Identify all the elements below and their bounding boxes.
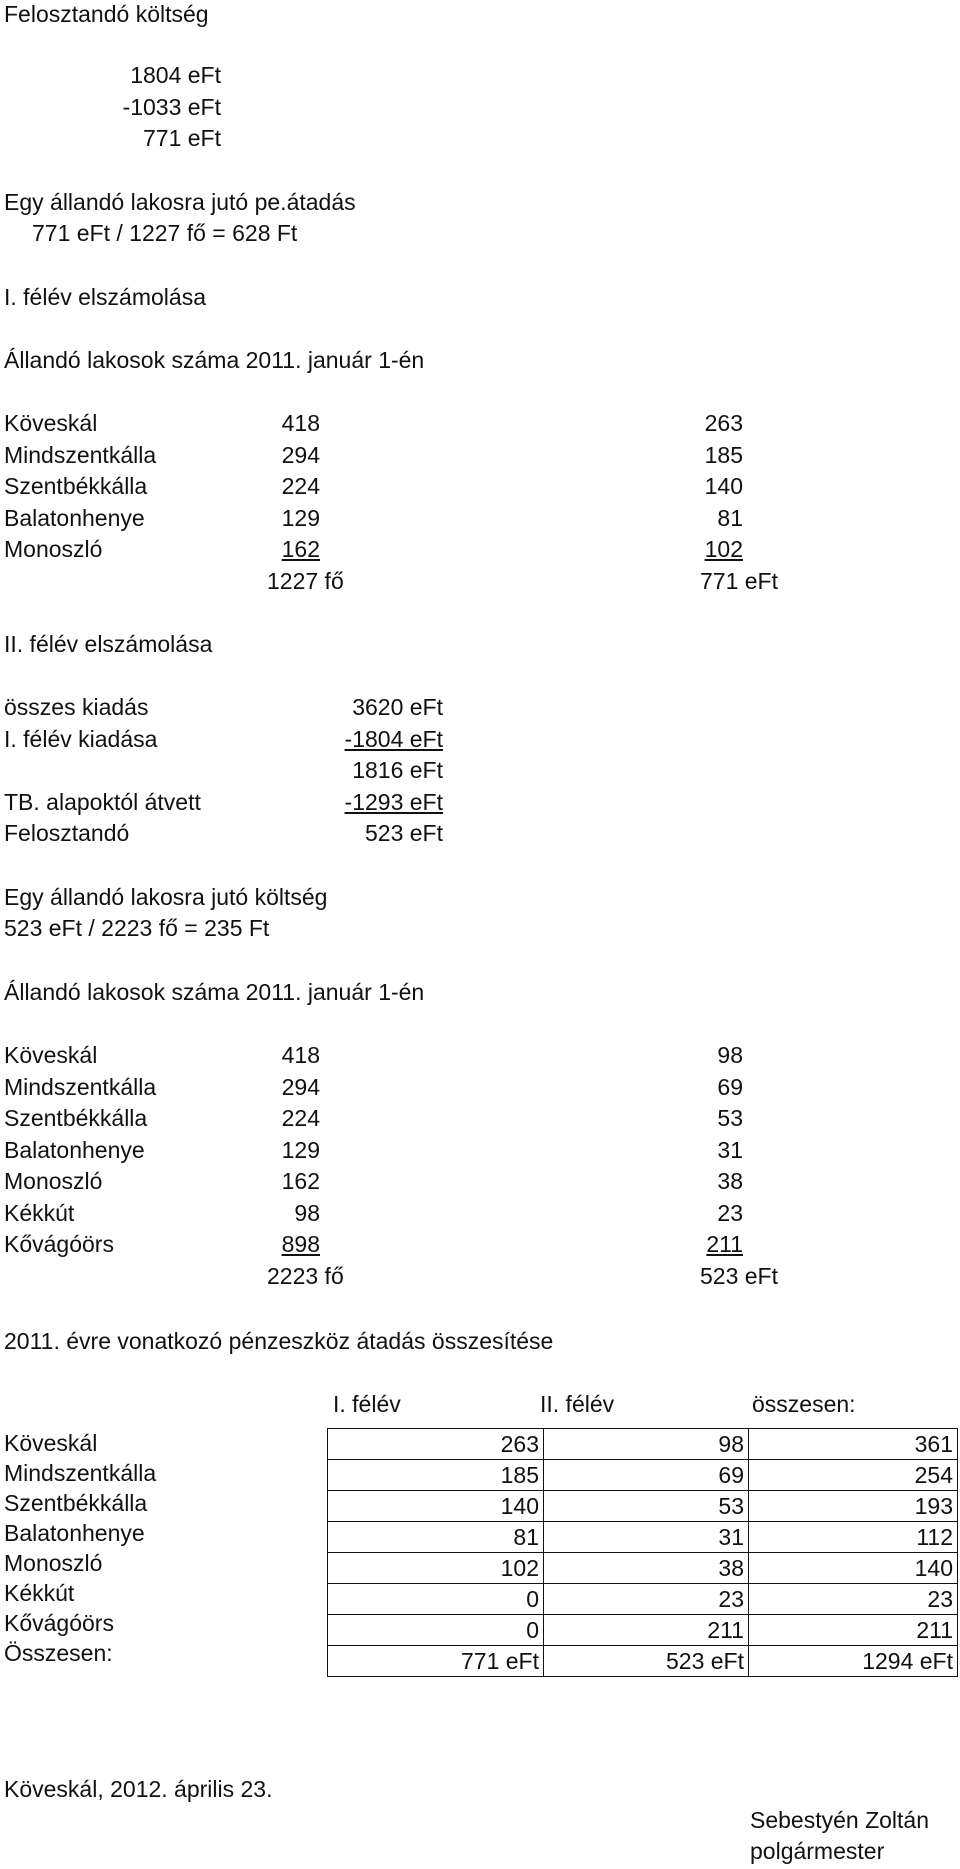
cell-h2: 211 [544,1615,749,1646]
cell-total: 140 [749,1553,958,1584]
place-and-date: Köveskál, 2012. április 23. [4,1776,273,1802]
cell-h1: 102 [328,1553,544,1584]
calc-value: -1293 eFt [344,789,443,815]
table-row [328,1429,958,1460]
table-row [328,1553,958,1584]
cell-h1: 263 [328,1429,544,1460]
summary-row-label: Monoszló [4,1550,103,1576]
signer-name: Sebestyén Zoltán [750,1807,930,1833]
cell-h1: 81 [328,1522,544,1553]
cell-h2: 31 [544,1522,749,1553]
summary-row-label: Kővágóörs [4,1610,114,1636]
cell-h2: 38 [544,1553,749,1584]
town-population: 162 [281,1168,320,1194]
town-population: 129 [281,1137,320,1163]
summary-row-label: Mindszentkálla [4,1460,157,1486]
town-amount: 185 [704,442,743,468]
town-name: Mindszentkálla [4,442,157,468]
s1-value-3: 771 eFt [143,125,221,151]
s1-total-amount: 771 eFt [700,568,778,594]
summary-row-label: Balatonhenye [4,1520,145,1546]
section1-title: Felosztandó költség [4,1,209,27]
cell-h1: 0 [328,1584,544,1615]
town-name: Mindszentkálla [4,1074,157,1100]
cell-h1: 0 [328,1615,544,1646]
table-row [328,1522,958,1553]
cell-h2: 23 [544,1584,749,1615]
cell-total: 211 [749,1615,958,1646]
summary-row-label: Összesen: [4,1640,113,1666]
summary-title: 2011. évre vonatkozó pénzeszköz átadás összesítése [4,1328,554,1354]
town-name: Monoszló [4,1168,103,1194]
cell-total: 254 [749,1460,958,1491]
cell-h2: 53 [544,1491,749,1522]
town-name: Szentbékkálla [4,1105,148,1131]
summary-header-total: összesen: [752,1391,856,1417]
calc-label: Felosztandó [4,820,130,846]
s2-population-title: Állandó lakosok száma 2011. január 1-én [4,979,425,1005]
summary-header-h2: II. félév [540,1391,615,1417]
town-amount: 81 [717,505,743,531]
cell-total: 193 [749,1491,958,1522]
calc-label: I. félév kiadása [4,726,158,752]
cell-total: 361 [749,1429,958,1460]
cell-total: 112 [749,1522,958,1553]
town-name: Köveskál [4,410,98,436]
s1-period-heading: I. félév elszámolása [4,284,206,310]
s2-per-capita-formula: 523 eFt / 2223 fő = 235 Ft [4,915,270,941]
town-amount: 38 [717,1168,743,1194]
cell-h2: 98 [544,1429,749,1460]
s2-period-heading: II. félév elszámolása [4,631,213,657]
town-population: 294 [281,442,320,468]
table-row [328,1615,958,1646]
cell-h2: 69 [544,1460,749,1491]
cell-h1: 140 [328,1491,544,1522]
s1-per-capita-title: Egy állandó lakosra jutó pe.átadás [4,189,356,215]
summary-row-label: Köveskál [4,1430,98,1456]
cell-h1: 185 [328,1460,544,1491]
calc-label: összes kiadás [4,694,149,720]
cell-total: 23 [749,1584,958,1615]
town-amount: 23 [717,1200,743,1226]
summary-row-label: Kékkút [4,1580,75,1606]
town-name: Szentbékkálla [4,473,148,499]
signer-role: polgármester [750,1838,885,1864]
town-name: Balatonhenye [4,505,145,531]
town-population: 418 [281,410,320,436]
cell-h1: 771 eFt [328,1646,544,1677]
calc-value: -1804 eFt [344,726,443,752]
town-name: Balatonhenye [4,1137,145,1163]
town-name: Monoszló [4,536,103,562]
cell-total: 1294 eFt [749,1646,958,1677]
cell-h2: 523 eFt [544,1646,749,1677]
town-amount: 102 [704,536,743,562]
town-population: 224 [281,1105,320,1131]
s1-per-capita-formula: 771 eFt / 1227 fő = 628 Ft [32,220,298,246]
town-amount: 53 [717,1105,743,1131]
town-name: Kékkút [4,1200,75,1226]
town-name: Köveskál [4,1042,98,1068]
town-amount: 263 [704,410,743,436]
town-population: 294 [281,1074,320,1100]
town-population: 162 [281,536,320,562]
summary-row-label: Szentbékkálla [4,1490,148,1516]
s1-value-1: 1804 eFt [130,62,221,88]
town-amount: 140 [704,473,743,499]
table-row [328,1584,958,1615]
s2-per-capita-title: Egy állandó lakosra jutó költség [4,884,328,910]
summary-header-h1: I. félév [333,1391,401,1417]
s1-total-population: 1227 fő [267,568,344,594]
table-row [328,1491,958,1522]
town-population: 898 [281,1231,320,1257]
s2-total-population: 2223 fő [267,1263,344,1289]
town-population: 98 [294,1200,320,1226]
calc-value: 523 eFt [365,820,443,846]
town-population: 129 [281,505,320,531]
table-row [328,1460,958,1491]
town-amount: 69 [717,1074,743,1100]
town-name: Kővágóörs [4,1231,114,1257]
s2-total-amount: 523 eFt [700,1263,778,1289]
town-amount: 98 [717,1042,743,1068]
table-row [328,1646,958,1677]
calc-value: 1816 eFt [352,757,443,783]
s1-value-2: -1033 eFt [122,94,221,120]
town-population: 224 [281,473,320,499]
calc-label: TB. alapoktól átvett [4,789,201,815]
town-amount: 211 [706,1231,743,1257]
town-population: 418 [281,1042,320,1068]
s1-population-title: Állandó lakosok száma 2011. január 1-én [4,347,425,373]
calc-value: 3620 eFt [352,694,443,720]
town-amount: 31 [717,1137,743,1163]
summary-table [327,1428,958,1677]
